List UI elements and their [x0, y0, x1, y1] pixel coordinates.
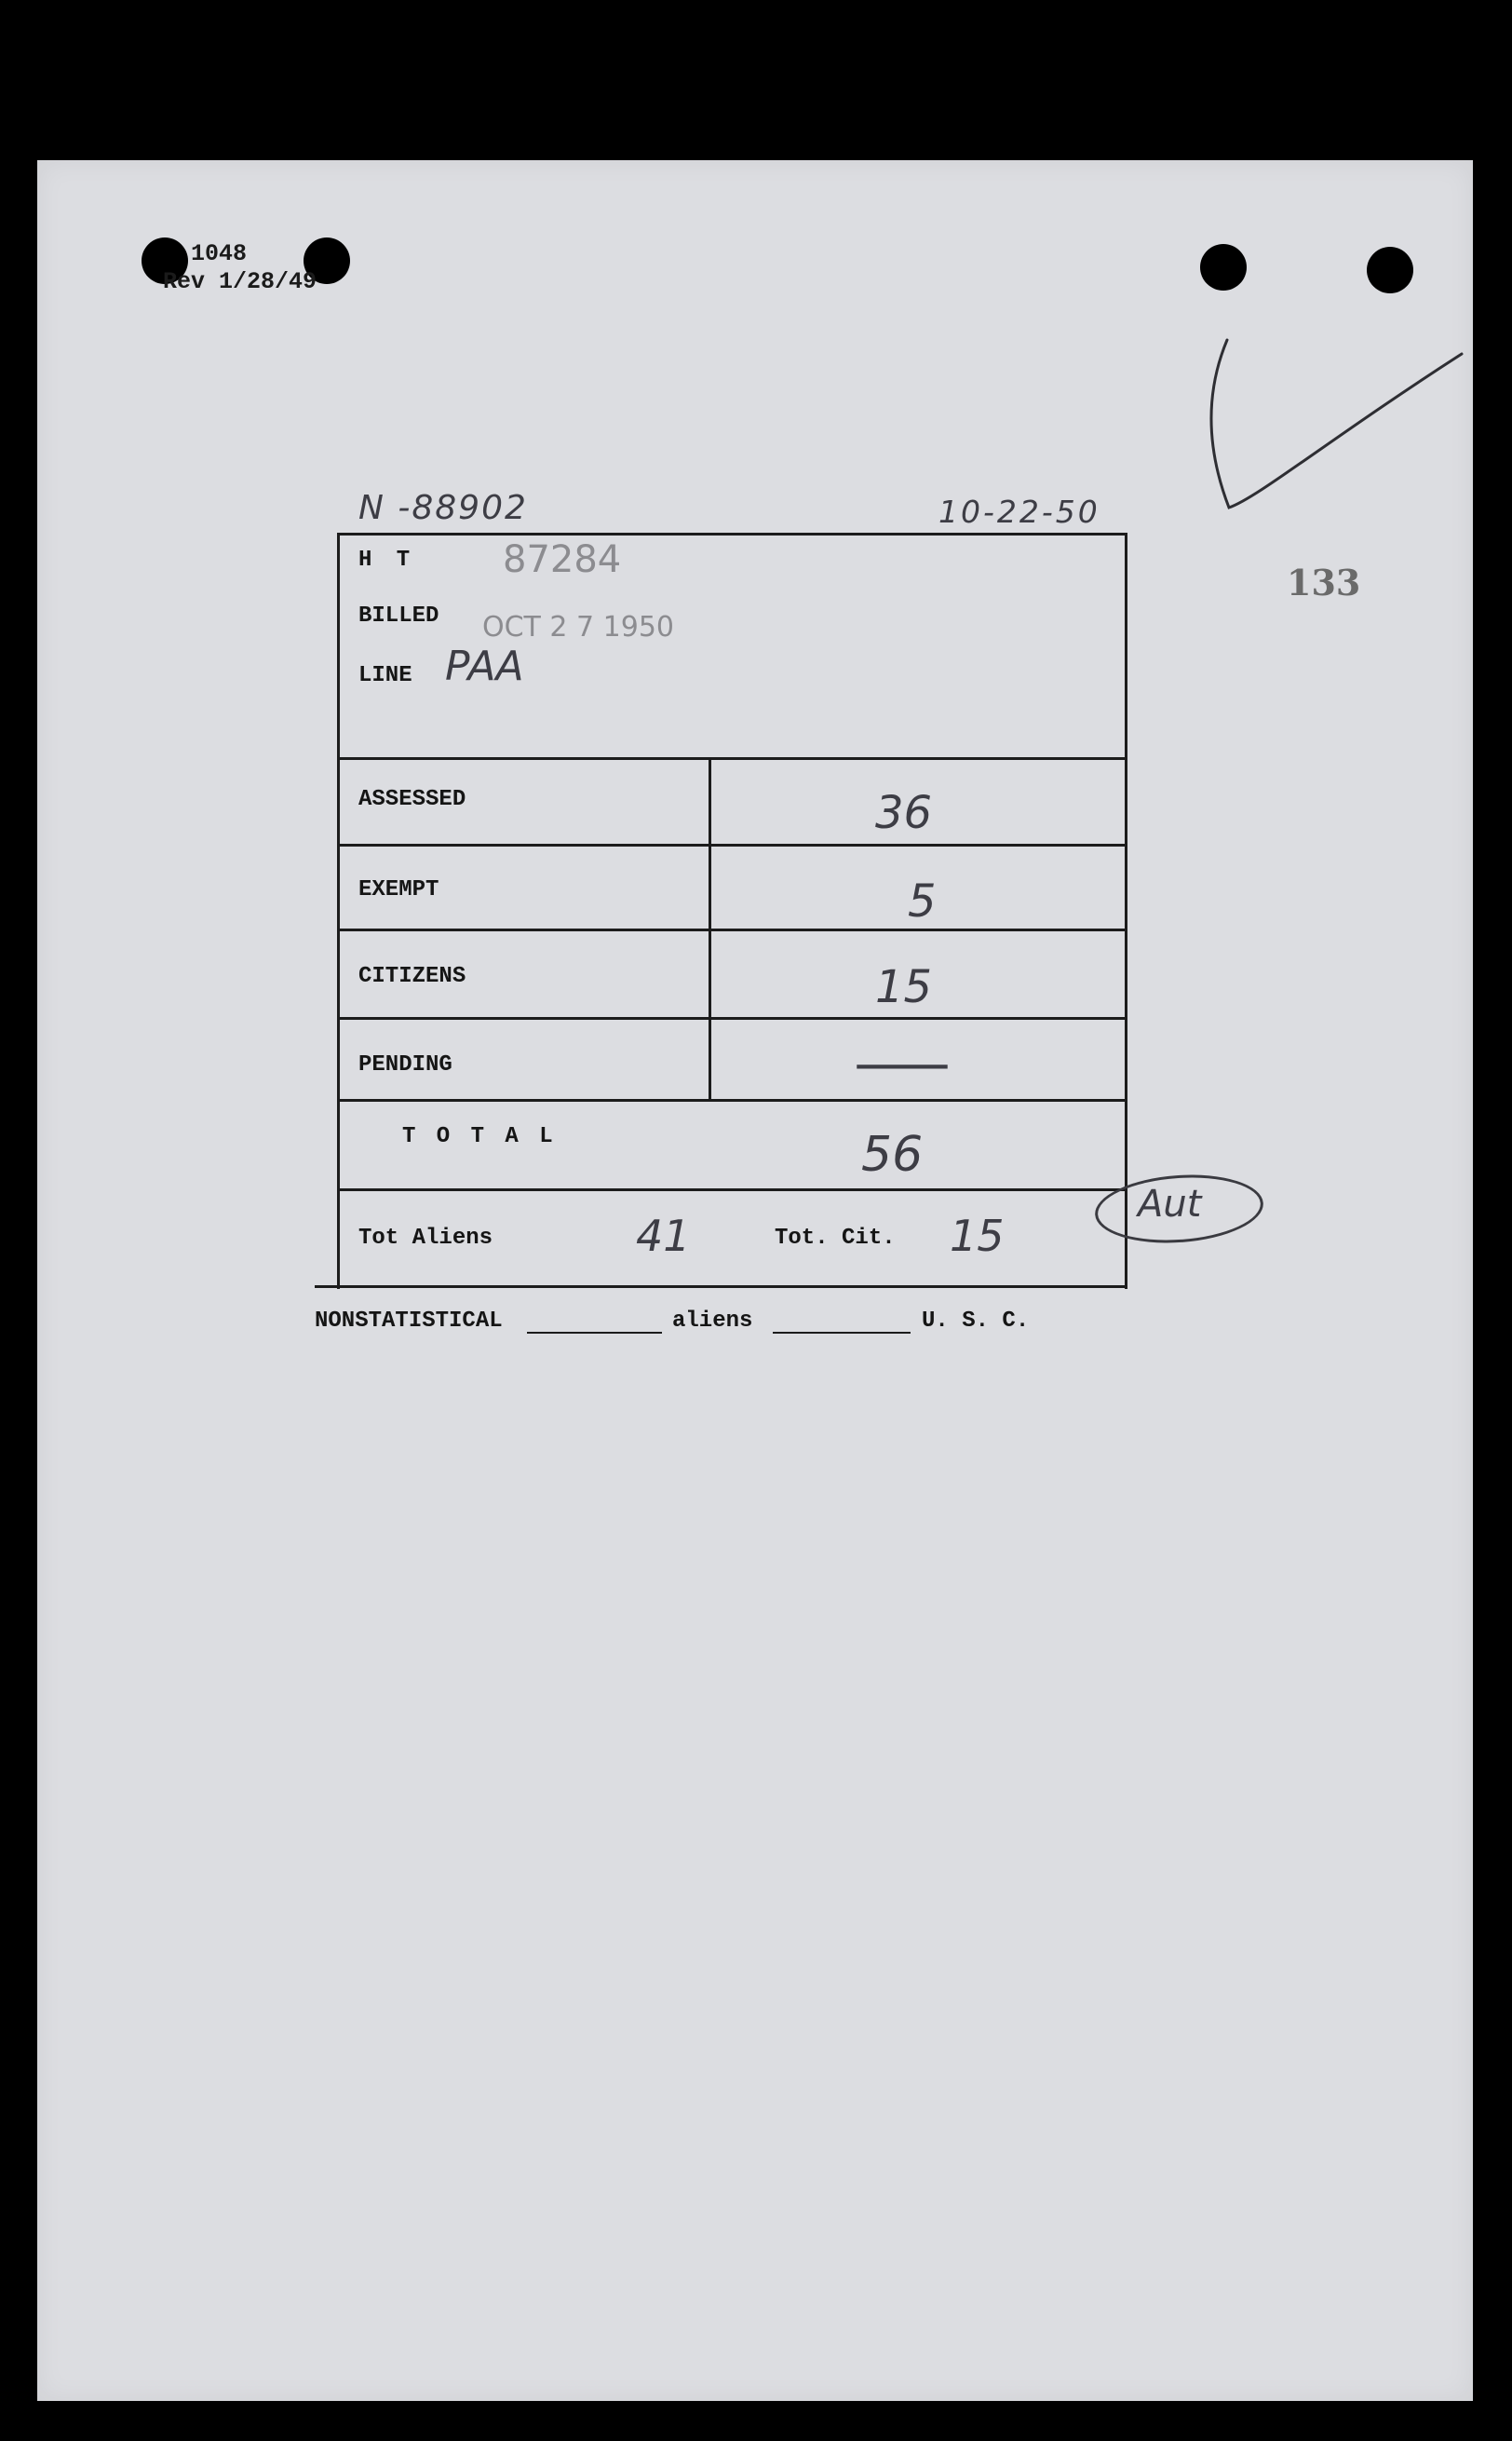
- line-label: LINE: [358, 663, 412, 688]
- exempt-value: 5: [908, 875, 937, 928]
- assessed-value: 36: [875, 787, 933, 839]
- initials-text: Aut: [1138, 1183, 1202, 1226]
- billed-label: BILLED: [358, 603, 439, 629]
- form-identifier: [163, 240, 317, 296]
- form-revision: Rev 1/28/49: [163, 268, 317, 295]
- total-citizens-value: 15: [950, 1211, 1005, 1261]
- ht-value: 87284: [503, 538, 622, 581]
- billed-date-stamp: OCT 2 7 1950: [482, 611, 675, 644]
- citizens-label: CITIZENS: [358, 964, 466, 989]
- form-number: 1048: [191, 240, 248, 267]
- line-value: PAA: [445, 643, 524, 690]
- aliens-blank: [773, 1332, 911, 1334]
- ht-label: H T: [358, 548, 416, 573]
- nonstatistical-blank: [527, 1332, 662, 1334]
- manifest-number: N -88902: [358, 489, 528, 527]
- check-mark-icon: [1192, 335, 1471, 531]
- exempt-label: EXEMPT: [358, 877, 439, 902]
- total-citizens-label: Tot. Cit.: [775, 1226, 896, 1251]
- assessed-label: ASSESSED: [358, 787, 466, 812]
- citizens-value: 15: [875, 961, 933, 1013]
- punch-hole: [1367, 247, 1413, 293]
- usc-label: U. S. C.: [922, 1309, 1030, 1334]
- total-value: 56: [861, 1127, 924, 1183]
- total-label: T O T A L: [402, 1124, 557, 1149]
- total-aliens-label: Tot Aliens: [358, 1226, 493, 1251]
- page-number: 133: [1287, 562, 1361, 603]
- punch-hole: [1200, 244, 1247, 291]
- arrival-date: 10-22-50: [938, 494, 1100, 530]
- footer-aliens-label: aliens: [672, 1309, 753, 1334]
- total-aliens-value: 41: [636, 1211, 691, 1261]
- pending-label: PENDING: [358, 1052, 452, 1078]
- nonstatistical-label: NONSTATISTICAL: [315, 1309, 503, 1334]
- pending-value: —: [852, 1031, 952, 1096]
